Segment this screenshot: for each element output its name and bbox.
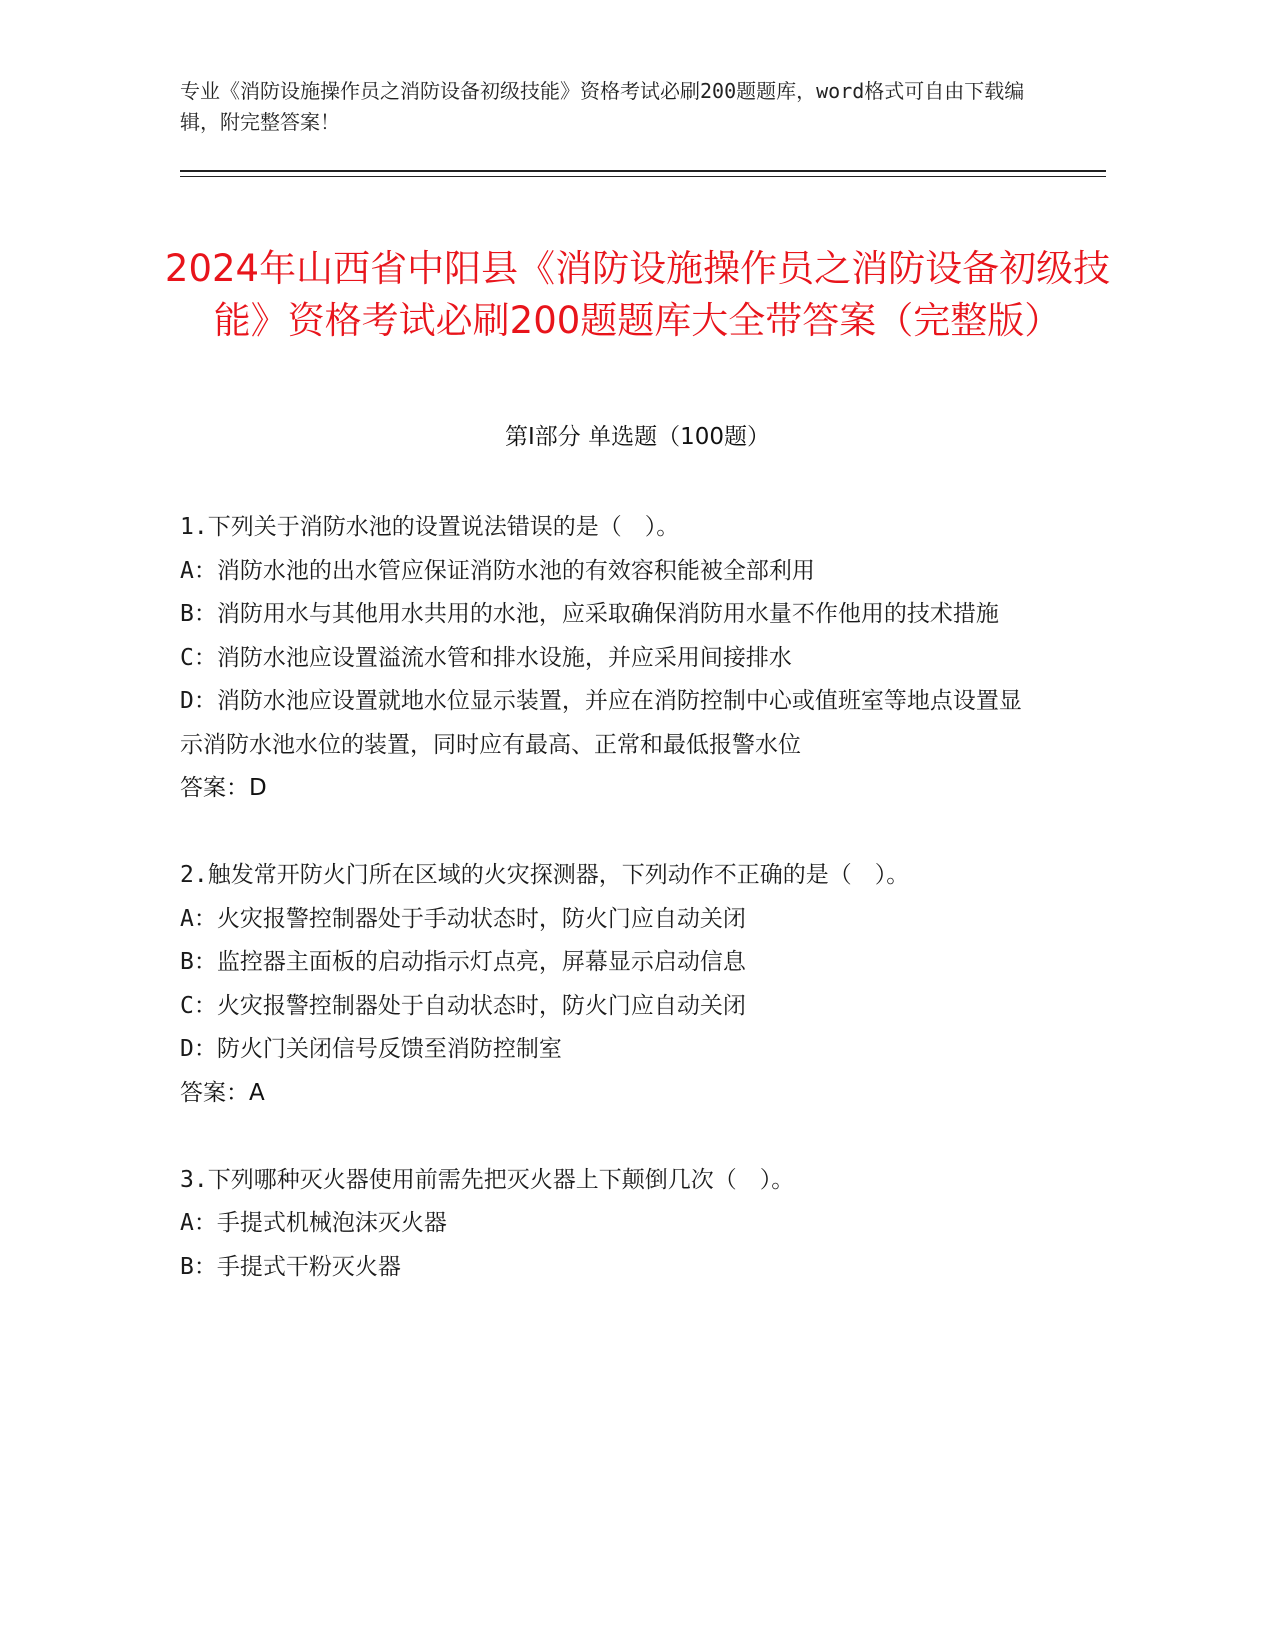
question-stem: 2.触发常开防火门所在区域的火灾探测器，下列动作不正确的是（ ）。 [180, 862, 910, 888]
question-list [180, 506, 1030, 1333]
header-divider-thick [180, 170, 1106, 172]
option-c: C：消防水池应设置溢流水管和排水设施，并应采用间接排水 [180, 644, 792, 671]
answer: 答案：D [180, 775, 267, 801]
header-note: 专业《消防设施操作员之消防设备初级技能》资格考试必刷200题题库，word格式可自由下载编辑，附完整答案！ [180, 79, 1025, 134]
document-title: 2024年山西省中阳县《消防设施操作员之消防设备初级技能》资格考试必刷200题题库大全带答案（完整版） [164, 246, 1111, 342]
question-1 [180, 506, 1030, 811]
option-a: A：消防水池的出水管应保证消防水池的有效容积能被全部利用 [180, 557, 815, 584]
header-divider-thin [180, 176, 1106, 177]
option-b: B：手提式干粉灭火器 [180, 1253, 401, 1280]
question-stem: 1.下列关于消防水池的设置说法错误的是（ ）。 [180, 514, 680, 540]
option-b: B：消防用水与其他用水共用的水池，应采取确保消防用水量不作他用的技术措施 [180, 601, 999, 627]
option-d: D：防火门关闭信号反馈至消防控制室 [180, 1036, 562, 1062]
section-heading: 第I部分 单选题（100题） [505, 424, 770, 450]
option-d: D：消防水池应设置就地水位显示装置，并应在消防控制中心或值班室等地点设置显示消防水池水位的装置，同时应有最高、正常和最低报警水位 [180, 688, 1022, 758]
option-b: B：监控器主面板的启动指示灯点亮，屏幕显示启动信息 [180, 949, 746, 975]
option-c: C：火灾报警控制器处于自动状态时，防火门应自动关闭 [180, 992, 746, 1019]
option-a: A：火灾报警控制器处于手动状态时，防火门应自动关闭 [180, 905, 746, 932]
option-a: A：手提式机械泡沫灭火器 [180, 1210, 447, 1236]
answer: 答案：A [180, 1079, 265, 1106]
question-2 [180, 854, 1030, 1115]
question-3 [180, 1159, 1030, 1290]
question-stem: 3.下列哪种灭火器使用前需先把灭火器上下颠倒几次（ ）。 [180, 1166, 795, 1193]
